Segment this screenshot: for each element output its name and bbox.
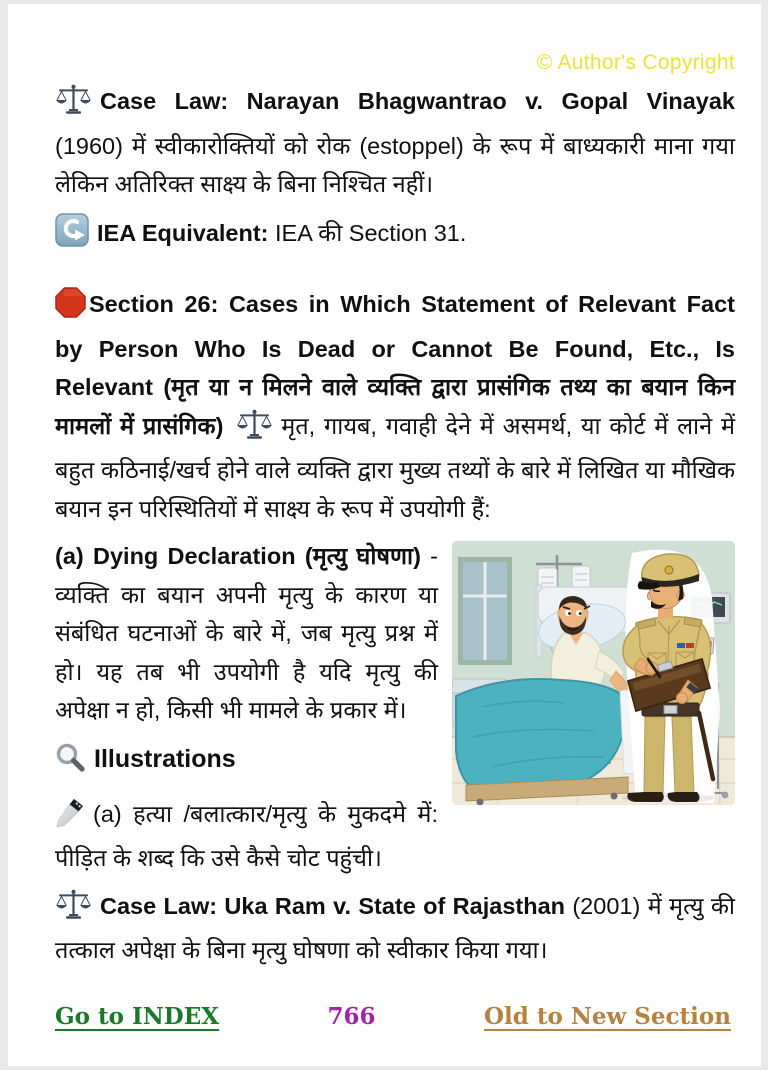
hospital-scene-drawing [452,541,735,805]
illustration-item-a-text: (a) हत्या /बलात्कार/मृत्यु के मुकदमे में: पीड़ित के शब्द कि उसे कैसे चोट पहुंची। [55,800,438,871]
iea-equivalent-label: IEA Equivalent: [97,219,269,246]
section-26-title: Section 26: Cases in Which Statement of Relevant Fact by Person Who Is Dead or Cannot Be Found, Etc., Is Relevant (मृत या न मिलने वाले व्यक्ति द्वारा प्रासंगिक तथ्य का बयान किन मामलों में प्रासंगिक) [55,291,735,439]
dying-declaration-text: - व्यक्ति का बयान अपनी मृत्यु के कारण या संबंधित घटनाओं के बारे में, जब मृत्यु प्रश्न में हो। यह तब भी उपयोगी है यदि मृत्यु की अपेक्षा न हो, किसी भी मामले के प्रकार में। [55,543,438,723]
case-law-1-text: (1960) में स्वीकारोक्तियों को रोक (estoppel) के रूप में बाध्यकारी माना गया लेकिन अतिरिक्त साक्ष्य के बिना निश्चित नहीं। [55,132,735,197]
case-law-1-title: Case Law: Narayan Bhagwantrao v. Gopal Vinayak [100,88,735,114]
page-number: 766 [327,1003,376,1030]
iea-equivalent-text: IEA की Section 31. [275,219,467,246]
case-law-2-title: Case Law: Uka Ram v. State of Rajasthan [100,892,565,919]
go-to-index-link[interactable]: Go to INDEX [55,1003,220,1030]
illustration-item-a [55,795,735,878]
kitchen-knife-icon [55,797,85,840]
dying-declaration-block [55,537,735,970]
iea-equivalent-line [55,213,735,259]
curved-back-arrow-icon [55,213,89,259]
section-26-text: मृत, गायब, गवाही देने में असमर्थ, या कोर्ट में लाने में बहुत कठिनाई/खर्च होने वाले व्यक्ति द्वारा मुख्य तथ्यों के बारे में लिखित या मौखिक बयान इन परिस्थितियों में साक्ष्य के रूप में उपयोगी हैं: [55,412,735,522]
dying-declaration-title: (a) Dying Declaration (मृत्यु घोषणा) [55,543,421,569]
case-law-2-text: (2001) में मृत्यु की तत्काल अपेक्षा के बिना मृत्यु घोषणा को स्वीकार किया गया। [55,892,736,963]
case-law-paragraph-1 [55,82,735,204]
case-law-paragraph-2 [55,887,735,970]
document-page [8,4,761,1066]
hospital-scene-illustration [452,541,735,805]
copyright-notice: © Author's Copyright [536,51,735,74]
scales-of-justice-icon [236,409,273,452]
stop-sign-icon [55,287,86,330]
old-to-new-section-link[interactable]: Old to New Section [484,1003,731,1030]
scales-of-justice-icon [55,889,92,932]
magnifying-glass-icon [55,742,86,785]
page-footer [55,1003,731,1030]
illustrations-heading-label: Illustrations [94,744,236,773]
scales-of-justice-icon [55,84,92,127]
section-26-paragraph [55,285,735,528]
